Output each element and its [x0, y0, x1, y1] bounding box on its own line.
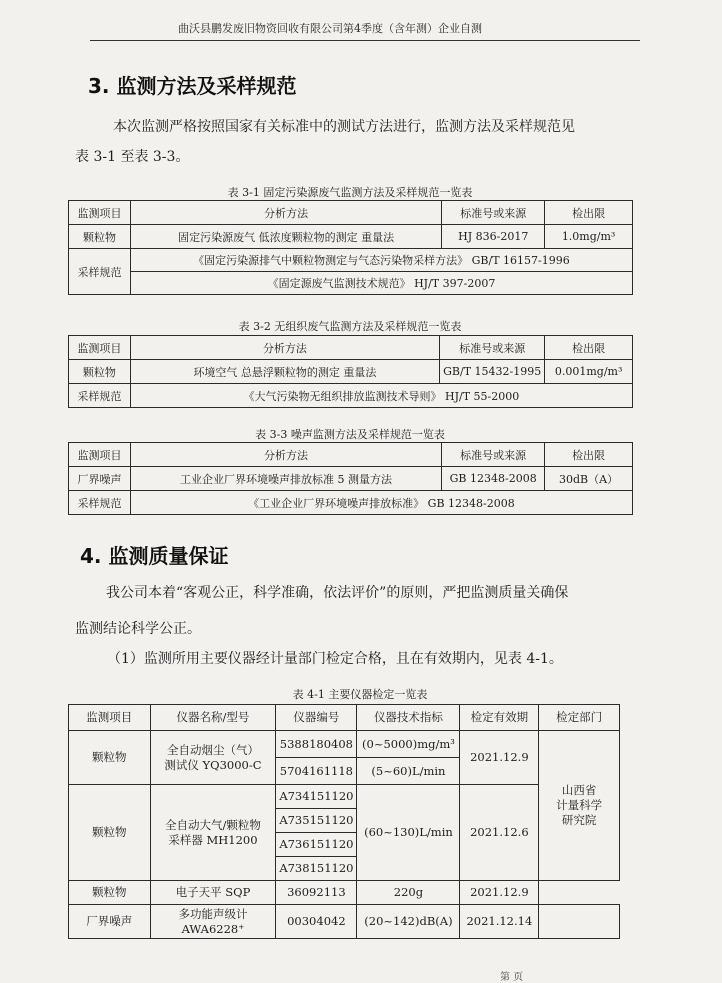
table-row	[69, 905, 620, 939]
table-cell: 厂界噪声	[69, 467, 131, 491]
instrument-name-line: 全自动大气/颗粒物	[165, 817, 261, 832]
table-4-1-caption: 表 4-1 主要仪器检定一览表	[292, 688, 428, 701]
table-row	[69, 249, 633, 272]
section-4-item-1: （1）监测所用主要仪器经计量部门检定合格，且在有效期内，见表 4-1。	[107, 651, 563, 667]
table-header-cell: 监测项目	[69, 201, 131, 225]
dept-line: 研究院	[561, 813, 597, 827]
table-cell: 采样规范	[69, 384, 131, 408]
table-3-2	[68, 335, 633, 408]
table-3-3	[68, 442, 633, 515]
instrument-name-line: 多功能声级计	[178, 906, 248, 921]
table-cell	[539, 731, 620, 881]
section-4-paragraph-line-1: 我公司本着“客观公正，科学准确，依法评价”的原则，严把监测质量关确保	[106, 585, 569, 601]
table-header-cell: 标准号或来源	[442, 443, 545, 467]
table-3-1	[68, 200, 633, 295]
table-cell: 厂界噪声	[69, 905, 151, 939]
table-header-cell: 仪器编号	[276, 705, 357, 731]
table-header-cell: 检出限	[545, 336, 633, 360]
table-row	[69, 467, 633, 491]
table-cell: 颗粒物	[69, 731, 151, 785]
table-cell: 《大气污染物无组织排放监测技术导则》 HJ/T 55-2000	[130, 384, 632, 408]
instrument-name-line: 测试仪 YQ3000-C	[164, 757, 262, 772]
table-row	[69, 272, 633, 295]
table-row	[69, 705, 620, 731]
table-cell	[150, 905, 276, 939]
table-header-cell: 标准号或来源	[440, 336, 545, 360]
table-header-cell: 监测项目	[69, 705, 151, 731]
section-4-title: 4. 监测质量保证	[80, 544, 229, 568]
table-row	[69, 336, 633, 360]
table-cell: 36092113	[276, 881, 357, 905]
table-row	[69, 491, 633, 515]
table-cell: 《固定源废气监测技术规范》 HJ/T 397-2007	[130, 272, 632, 295]
table-cell: 1.0mg/m³	[545, 225, 633, 249]
table-cell	[150, 785, 276, 881]
running-header: 曲沃县鹏发废旧物资回收有限公司第4季度（含年测）企业自测	[178, 22, 482, 35]
table-header-cell: 检出限	[545, 443, 633, 467]
table-header-cell: 分析方法	[130, 443, 441, 467]
dept-line: 山西省	[561, 783, 597, 797]
table-header-cell: 标准号或来源	[442, 201, 545, 225]
table-row	[69, 225, 633, 249]
table-cell: 颗粒物	[69, 785, 151, 881]
table-cell: 2021.12.14	[460, 905, 539, 939]
table-cell	[150, 731, 276, 785]
instrument-name-line: 全自动烟尘（气）	[166, 742, 259, 757]
table-cell: (0~5000)mg/m³	[357, 731, 460, 758]
table-row	[69, 731, 620, 758]
table-cell: GB/T 15432-1995	[440, 360, 545, 384]
table-header-cell: 检定部门	[539, 705, 620, 731]
table-header-cell: 监测项目	[69, 336, 131, 360]
section-3-paragraph-line-1: 本次监测严格按照国家有关标准中的测试方法进行，监测方法及采样规范见	[113, 119, 575, 135]
section-3-paragraph-line-2: 表 3-1 至表 3-3。	[75, 149, 190, 165]
table-header-cell: 检出限	[545, 201, 633, 225]
table-header-cell: 监测项目	[69, 443, 131, 467]
table-3-1-caption: 表 3-1 固定污染源废气监测方法及采样规范一览表	[227, 186, 473, 199]
table-header-cell: 分析方法	[130, 201, 441, 225]
table-cell: 环境空气 总悬浮颗粒物的测定 重量法	[130, 360, 439, 384]
table-cell: 2021.12.9	[460, 881, 539, 905]
table-cell: 2021.12.9	[460, 731, 539, 785]
table-cell: 2021.12.6	[460, 785, 539, 881]
table-cell: (20~142)dB(A)	[357, 905, 460, 939]
table-4-1	[68, 704, 620, 939]
table-cell: 颗粒物	[69, 360, 131, 384]
instrument-name-line: AWA6228⁺	[181, 921, 245, 936]
section-4-paragraph-line-2: 监测结论科学公正。	[75, 621, 201, 637]
table-3-3-caption: 表 3-3 噪声监测方法及采样规范一览表	[255, 428, 445, 441]
table-cell: 00304042	[276, 905, 357, 939]
table-3-2-caption: 表 3-2 无组织废气监测方法及采样规范一览表	[238, 320, 462, 333]
section-3-title: 3. 监测方法及采样规范	[88, 74, 297, 98]
page-number: 第 页	[500, 972, 524, 983]
table-cell: A738151120	[276, 857, 357, 881]
table-row	[69, 881, 620, 905]
table-cell: 0.001mg/m³	[545, 360, 633, 384]
table-cell	[539, 905, 620, 939]
dept-line: 计量科学	[556, 798, 603, 812]
table-row	[69, 443, 633, 467]
table-cell: 固定污染源废气 低浓度颗粒物的测定 重量法	[130, 225, 441, 249]
table-cell: GB 12348-2008	[442, 467, 545, 491]
table-header-cell: 检定有效期	[460, 705, 539, 731]
table-row	[69, 360, 633, 384]
table-cell: 《工业企业厂界环境噪声排放标准》 GB 12348-2008	[130, 491, 632, 515]
table-cell: (60~130)L/min	[357, 785, 460, 881]
table-cell: 《固定污染源排气中颗粒物测定与气态污染物采样方法》 GB/T 16157-1996	[130, 249, 632, 272]
table-header-cell: 仪器名称/型号	[150, 705, 276, 731]
table-cell: 颗粒物	[69, 225, 131, 249]
table-cell: (5~60)L/min	[357, 758, 460, 785]
table-cell: 220g	[357, 881, 460, 905]
instrument-name-line: 采样器 MH1200	[168, 832, 258, 847]
table-header-cell: 分析方法	[130, 336, 439, 360]
table-cell: HJ 836-2017	[442, 225, 545, 249]
table-row	[69, 384, 633, 408]
table-row	[69, 201, 633, 225]
table-cell: 电子天平 SQP	[150, 881, 276, 905]
table-cell: 30dB（A）	[545, 467, 633, 491]
table-header-cell: 仪器技术指标	[357, 705, 460, 731]
table-cell: 颗粒物	[69, 881, 151, 905]
table-cell: 5704161118	[276, 758, 357, 785]
table-row	[69, 785, 620, 809]
table-cell: A735151120	[276, 809, 357, 833]
table-cell: A734151120	[276, 785, 357, 809]
table-cell: 采样规范	[69, 491, 131, 515]
header-rule	[90, 40, 640, 41]
table-cell: A736151120	[276, 833, 357, 857]
table-cell: 工业企业厂界环境噪声排放标准 5 测量方法	[130, 467, 441, 491]
table-cell: 5388180408	[276, 731, 357, 758]
table-cell: 采样规范	[69, 249, 131, 295]
